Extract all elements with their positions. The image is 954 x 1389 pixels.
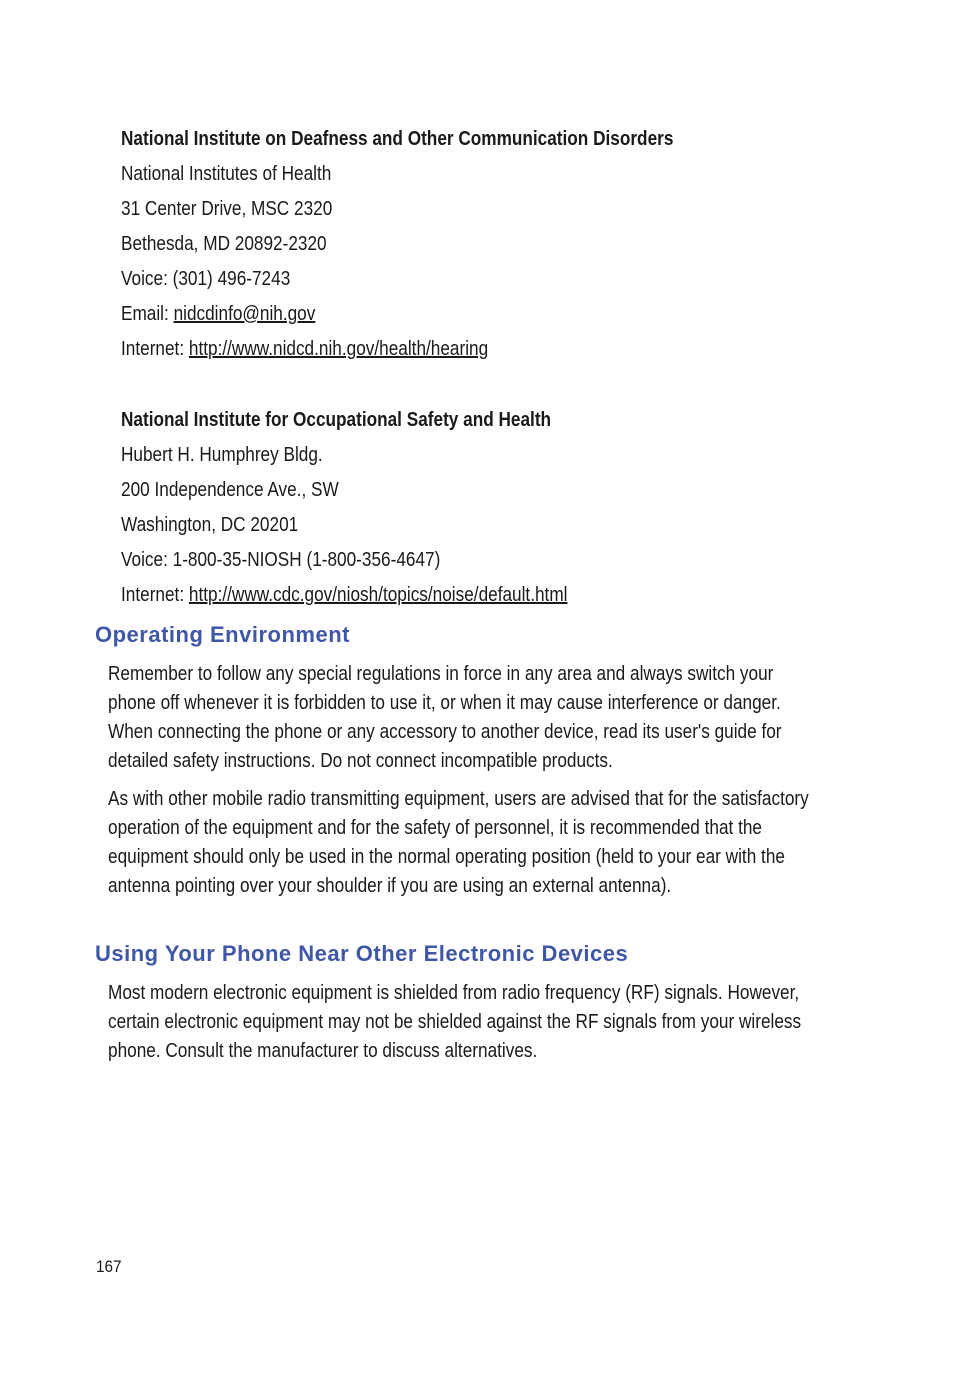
operating-environment-heading: Operating Environment bbox=[95, 622, 350, 647]
nidcd-contact-block bbox=[121, 122, 881, 367]
nidcd-email-row bbox=[121, 297, 775, 332]
niosh-voice: Voice: 1-800-35-NIOSH (1-800-356-4647) bbox=[121, 549, 441, 571]
nidcd-line-1: National Institutes of Health bbox=[121, 163, 332, 185]
niosh-line-3: Washington, DC 20201 bbox=[121, 514, 299, 536]
nidcd-internet-row bbox=[121, 332, 775, 367]
niosh-title: National Institute for Occupational Safety and Health bbox=[121, 409, 552, 431]
electronic-devices-heading: Using Your Phone Near Other Electronic Devices bbox=[95, 941, 629, 966]
niosh-internet-label: Internet: bbox=[121, 584, 189, 606]
niosh-internet-link[interactable]: http://www.cdc.gov/niosh/topics/noise/default.html bbox=[188, 584, 568, 606]
operating-environment-paragraph-1: Remember to follow any special regulations in force in any area and always switch your phone off whenever it is forbidden to use it, or when it may cause interference or danger. When connecting the phone or any accessory to another device, read its user's guide for detailed safety instructions. Do not connect incompatible products. bbox=[108, 663, 782, 772]
electronic-devices-paragraph: Most modern electronic equipment is shielded from radio frequency (RF) signals. However, certain electronic equipment may not be shielded against the RF signals from your wireless phone. Consult the manufacturer to discuss alternatives. bbox=[108, 982, 802, 1062]
niosh-line-1: Hubert H. Humphrey Bldg. bbox=[121, 444, 323, 466]
page-number: 167 bbox=[96, 1257, 122, 1276]
nidcd-email-label: Email: bbox=[121, 303, 174, 325]
niosh-contact-block bbox=[121, 403, 881, 613]
nidcd-email-link[interactable]: nidcdinfo@nih.gov bbox=[173, 303, 316, 325]
nidcd-line-3: Bethesda, MD 20892-2320 bbox=[121, 233, 327, 255]
nidcd-internet-label: Internet: bbox=[121, 338, 189, 360]
niosh-internet-row bbox=[121, 578, 775, 613]
niosh-line-2: 200 Independence Ave., SW bbox=[121, 479, 339, 501]
nidcd-voice: Voice: (301) 496-7243 bbox=[121, 268, 291, 290]
operating-environment-paragraph-2: As with other mobile radio transmitting equipment, users are advised that for the satisfactory operation of the equipment and for the safety of personnel, it is recommended that the equipment should only be used in the normal operating position (held to your ear with the antenna pointing over your shoulder if you are using an external antenna). bbox=[108, 788, 809, 897]
nidcd-line-2: 31 Center Drive, MSC 2320 bbox=[121, 198, 333, 220]
nidcd-title: National Institute on Deafness and Other Communication Disorders bbox=[121, 128, 674, 150]
nidcd-internet-link[interactable]: http://www.nidcd.nih.gov/health/hearing bbox=[188, 338, 489, 360]
